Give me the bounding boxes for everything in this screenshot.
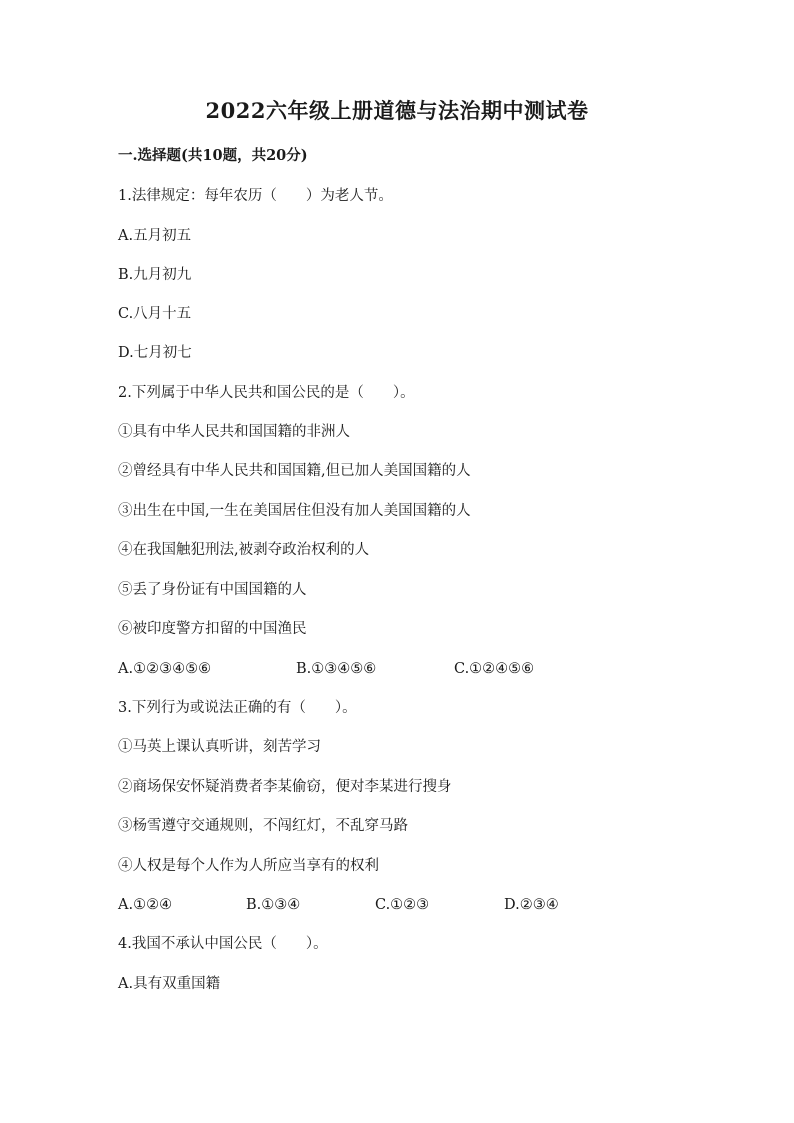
question-3-options (118, 895, 598, 915)
question-3-item-2: ②商场保安怀疑消费者李某偷窃，便对李某进行搜身 (118, 779, 452, 795)
question-2-stem: 2.下列属于中华人民共和国公民的是（ ）。 (118, 385, 415, 401)
question-1-option-c: C.八月十五 (118, 306, 192, 322)
page-title: 2022六年级上册道德与法治期中测试卷 (205, 98, 589, 123)
question-3-stem: 3.下列行为或说法正确的有（ ）。 (118, 700, 357, 716)
question-1-option-b: B.九月初九 (118, 267, 192, 283)
question-3-option-b: B.①③④ (246, 897, 301, 913)
question-3-item-1: ①马英上课认真听讲，刻苦学习 (118, 739, 321, 755)
section-heading: 一.选择题(共10题，共20分) (118, 147, 308, 164)
question-2-item-6: ⑥被印度警方扣留的中国渔民 (118, 621, 307, 637)
question-3-item-4: ④人权是每个人作为人所应当享有的权利 (118, 858, 379, 874)
question-3-option-a: A.①②④ (118, 897, 173, 913)
question-2-option-c: C.①②④⑤⑥ (454, 661, 535, 677)
question-2-item-4: ④在我国触犯刑法,被剥夺政治权利的人 (118, 542, 370, 558)
question-4-option-a: A.具有双重国籍 (118, 976, 221, 992)
question-2-item-2: ②曾经具有中华人民共和国国籍,但已加人美国国籍的人 (118, 463, 471, 479)
question-2-option-b: B.①③④⑤⑥ (296, 661, 377, 677)
question-2-item-1: ①具有中华人民共和国国籍的非洲人 (118, 424, 350, 440)
question-3-item-3: ③杨雪遵守交通规则，不闯红灯，不乱穿马路 (118, 818, 408, 834)
question-3-option-d: D.②③④ (504, 897, 559, 913)
question-2-options (118, 659, 598, 679)
question-1-option-d: D.七月初七 (118, 345, 192, 361)
question-1-stem: 1.法律规定：每年农历（ ）为老人节。 (118, 188, 393, 204)
question-2-item-5: ⑤丢了身份证有中国国籍的人 (118, 582, 307, 598)
question-2-item-3: ③出生在中国,一生在美国居住但没有加人美国国籍的人 (118, 503, 471, 519)
question-2-option-a: A.①②③④⑤⑥ (118, 661, 212, 677)
question-4-stem: 4.我国不承认中国公民（ ）。 (118, 936, 328, 952)
question-1-option-a: A.五月初五 (118, 228, 192, 244)
question-3-option-c: C.①②③ (375, 897, 430, 913)
